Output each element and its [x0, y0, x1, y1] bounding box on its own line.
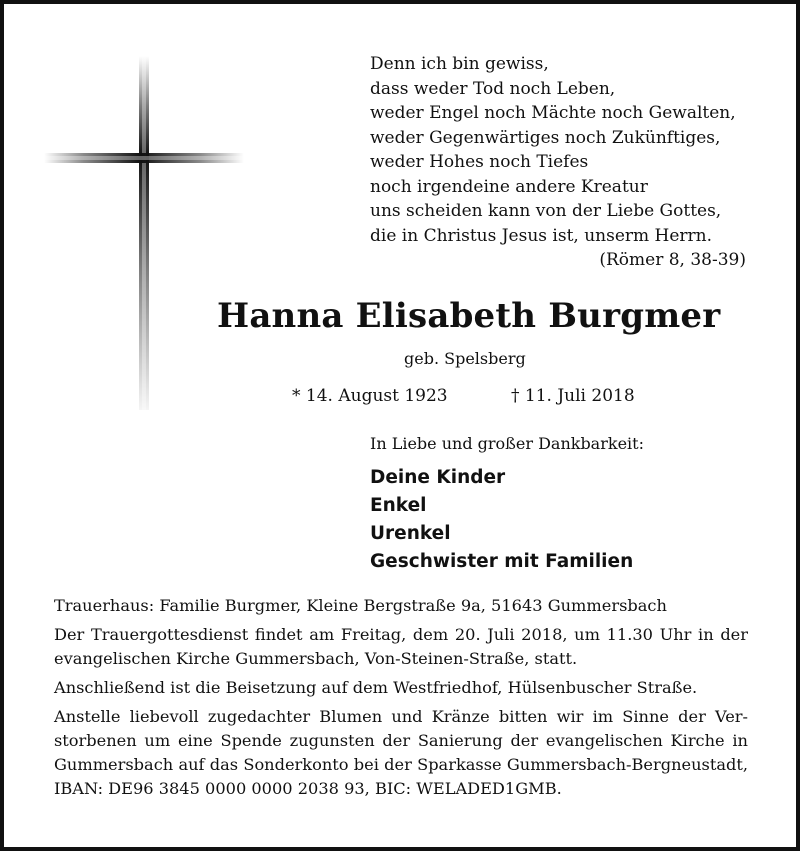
verse-line: dass weder Tod noch Leben,: [370, 78, 616, 99]
donation-line: storbenen um eine Spende zugunsten der Sanierung der evangelischen Kirche in: [54, 731, 748, 750]
mourner-item: Urenkel: [370, 523, 451, 544]
mourner-item: Deine Kinder: [370, 467, 506, 488]
donation-line: IBAN: DE96 3845 0000 0000 2038 93, BIC: WELADED1GMB.: [54, 779, 562, 798]
verse-line: Denn ich bin gewiss,: [370, 54, 549, 74]
service-line: evangelischen Kirche Gummersbach, Von-Steinen-Straße, statt.: [54, 649, 578, 668]
maiden-name: geb. Spelsberg: [404, 349, 526, 368]
verse-source: (Römer 8, 38-39): [599, 250, 746, 270]
verse-line: weder Hohes noch Tiefes: [370, 152, 589, 172]
cross-icon-vertical-beam: [139, 56, 149, 410]
verse-line: uns scheiden kann von der Liebe Gottes,: [370, 201, 722, 221]
funeral-information: [54, 594, 748, 806]
verse-line: weder Engel noch Mächte noch Gewalten,: [370, 103, 736, 123]
birth-date: * 14. August 1923: [292, 386, 448, 406]
donation-paragraph: [54, 705, 748, 801]
verse-line: noch irgendeine andere Kreatur: [370, 176, 648, 197]
verse-line: die in Christus Jesus ist, unserm Herrn.: [370, 225, 713, 246]
verse-line: weder Gegenwärtiges noch Zukünftiges,: [370, 127, 721, 148]
deceased-name: Hanna Elisabeth Burgmer: [217, 296, 721, 336]
service-paragraph: [54, 623, 748, 671]
mourning-house: Trauerhaus: Familie Burgmer, Kleine Bergstraße 9a, 51643 Gummersbach: [54, 596, 667, 615]
burial-line: Anschließend ist die Beisetzung auf dem Westfriedhof, Hülsenbuscher Straße.: [54, 678, 698, 697]
burial-paragraph: [54, 676, 748, 700]
mourner-item: Enkel: [370, 495, 427, 516]
mourning-house-paragraph: [54, 594, 748, 618]
mourner-item: Geschwister mit Familien: [370, 551, 634, 572]
death-date: † 11. Juli 2018: [511, 386, 635, 406]
cross-icon-horizontal-beam: [44, 153, 244, 163]
thanks-line: In Liebe und großer Dankbarkeit:: [370, 434, 644, 453]
donation-line: Gummersbach auf das Sonderkonto bei der Sparkasse Gummersbach-Bergneustadt,: [54, 755, 748, 774]
donation-line: Anstelle liebevoll zugedachter Blumen und Kränze bitten wir im Sinne der Ver-: [54, 707, 748, 726]
bible-verse: [370, 52, 736, 248]
service-line: Der Trauergottesdienst findet am Freitag, dem 20. Juli 2018, um 11.30 Uhr in der: [54, 625, 748, 644]
mourners-list: [370, 464, 633, 576]
